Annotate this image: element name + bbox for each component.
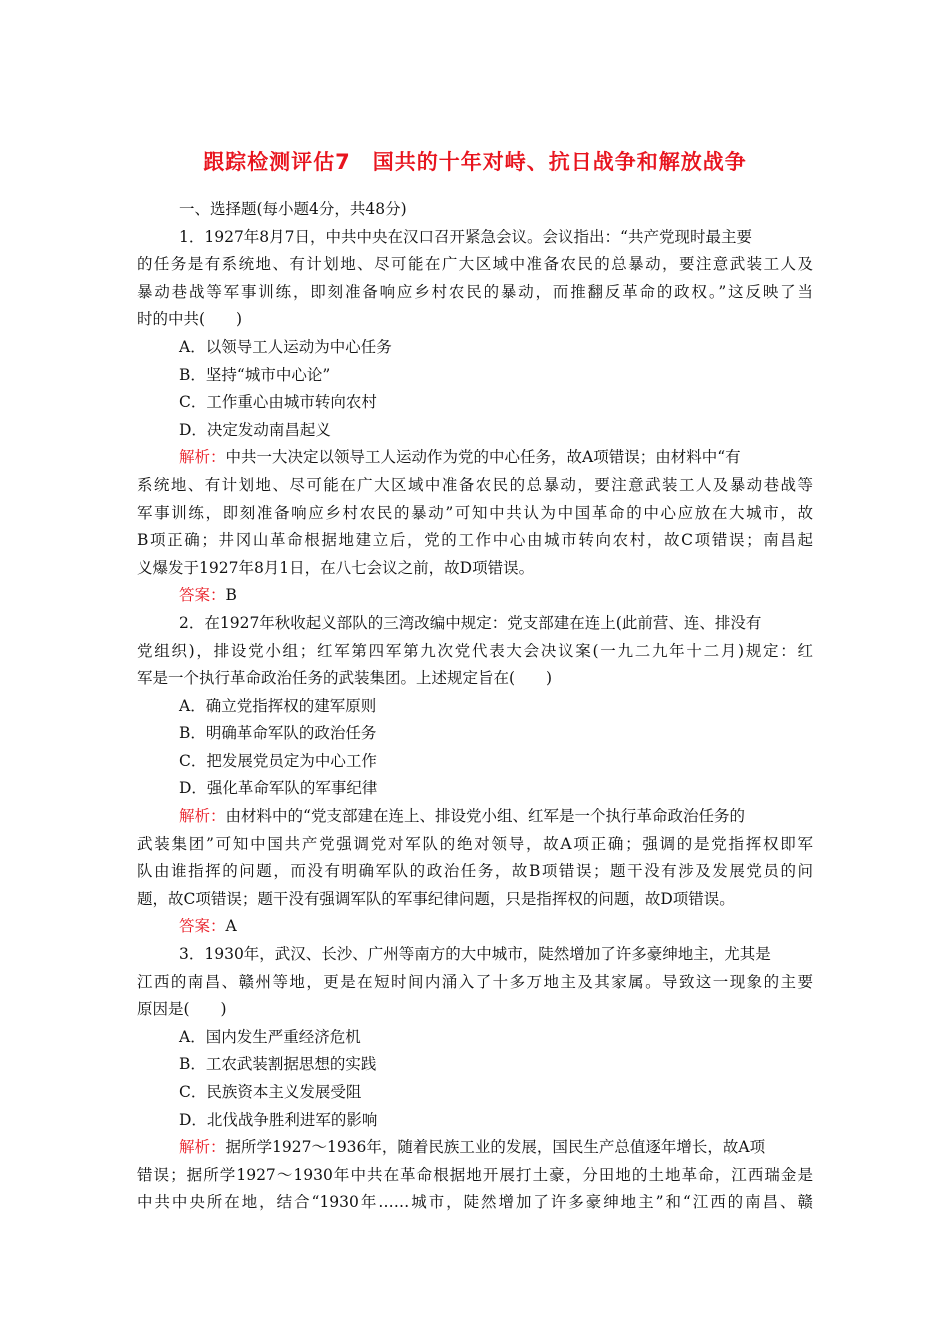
- q2-stem-line: 2．在1927年秋收起义部队的三湾改编中规定：党支部建在连上(此前营、连、排没有: [179, 613, 762, 632]
- q2-option-d: D．强化革命军队的军事纪律: [179, 779, 378, 798]
- q3-analysis-line: 中共中央所在地，结合“1930年……城市，陡然增加了许多豪绅地主”和“江西的南昌、赣: [137, 1193, 813, 1212]
- analysis-text: 中共一大决定以领导工人运动作为党的中心任务，故A项错误；由材料中“有: [225, 448, 741, 467]
- q1-option-d: D．决定发动南昌起义: [179, 420, 331, 439]
- q3-stem-line: 原因是( ): [137, 1000, 227, 1019]
- q2-option-b: B．明确革命军队的政治任务: [179, 724, 377, 743]
- q1-option-c: C．工作重心由城市转向农村: [179, 393, 377, 412]
- q1-option-b: B．坚持“城市中心论”: [179, 365, 331, 384]
- q1-stem-line: 1．1927年8月7日，中共中央在汉口召开紧急会议。会议指出：“共产党现时最主要: [179, 227, 752, 246]
- q2-answer: [137, 913, 813, 941]
- q1-stem-line: 时的中共( ): [137, 310, 243, 329]
- analysis-text: 据所学1927～1936年，随着民族工业的发展，国民生产总值逐年增长，故A项: [225, 1138, 766, 1157]
- answer-label: 答案：: [179, 586, 226, 605]
- analysis-text: 由材料中的“党支部建在连上、排设党小组、红军是一个执行革命政治任务的: [225, 807, 745, 826]
- q2-option-c: C．把发展党员定为中心工作: [179, 751, 377, 770]
- q3-analysis-line: 错误；据所学1927～1930年中共在革命根据地开展打土豪，分田地的土地革命，江西瑞金是: [137, 1165, 813, 1184]
- q2-analysis-line: 题，故C项错误；题干没有强调军队的军事纪律问题，只是指挥权的问题，故D项错误。: [137, 889, 735, 908]
- q2-stem-line: 军是一个执行革命政治任务的武装集团。上述规定旨在( ): [137, 669, 553, 688]
- q1-analysis-line: B项正确；井冈山革命根据地建立后，党的工作中心由城市转向农村，故C项错误；南昌起: [137, 531, 813, 550]
- q3-analysis-line: [137, 1134, 813, 1162]
- q3-option-c: C．民族资本主义发展受阻: [179, 1083, 362, 1101]
- answer-value: B: [225, 586, 237, 605]
- q2-option-a: A．确立党指挥权的建军原则: [179, 696, 377, 715]
- q1-answer: [137, 582, 813, 610]
- section-heading: 一、选择题(每小题4分，共48分): [179, 200, 407, 218]
- q2-analysis-line: 队由谁指挥的问题，而没有明确军队的政治任务，故B项错误；题干没有涉及发展党员的问: [137, 862, 813, 881]
- question-3: [137, 941, 813, 1217]
- analysis-label: 解析：: [179, 1138, 226, 1157]
- analysis-label: 解析：: [179, 807, 226, 826]
- answer-value: A: [225, 917, 237, 936]
- q1-analysis-line: [137, 444, 813, 472]
- q2-analysis-line: 武装集团”可知中国共产党强调党对军队的绝对领导，故A项正确；强调的是党指挥权即军: [137, 834, 813, 853]
- q3-stem-line: 3．1930年，武汉、长沙、广州等南方的大中城市，陡然增加了许多豪绅地主，尤其是: [179, 945, 771, 964]
- q1-analysis-line: 系统地、有计划地、尽可能在广大区域中准备农民的总暴动，要注意武装工人及暴动巷战等: [137, 475, 813, 494]
- q2-analysis-line: [137, 803, 813, 831]
- q1-option-a: A．以领导工人运动为中心任务: [179, 337, 392, 356]
- q3-option-a: A．国内发生严重经济危机: [179, 1027, 361, 1046]
- question-2: [137, 610, 813, 941]
- answer-label: 答案：: [179, 917, 226, 936]
- q3-option-d: D．北伐战争胜利进军的影响: [179, 1110, 378, 1129]
- analysis-label: 解析：: [179, 448, 226, 467]
- document-body: [137, 196, 813, 1217]
- q1-stem-line: 的任务是有系统地、有计划地、尽可能在广大区域中准备农民的总暴动，要注意武装工人及: [137, 255, 813, 274]
- q3-stem-line: 江西的南昌、赣州等地，更是在短时间内涌入了十多万地主及其家属。导致这一现象的主要: [137, 972, 813, 991]
- q3-option-b: B．工农武装割据思想的实践: [179, 1055, 377, 1074]
- q1-analysis-line: 义爆发于1927年8月1日，在八七会议之前，故D项错误。: [137, 558, 535, 577]
- q1-analysis-line: 军事训练，即刻准备响应乡村农民的暴动”可知中共认为中国革命的中心应放在大城市，故: [137, 503, 813, 522]
- q1-stem-line: 暴动巷战等军事训练，即刻准备响应乡村农民的暴动，而推翻反革命的政权。”这反映了当: [137, 282, 813, 301]
- question-1: [137, 224, 813, 610]
- document-title: 跟踪检测评估7 国共的十年对峙、抗日战争和解放战争: [203, 150, 747, 174]
- q2-stem-line: 党组织)，排设党小组；红军第四军第九次党代表大会决议案(一九二九年十二月)规定：红: [137, 641, 813, 660]
